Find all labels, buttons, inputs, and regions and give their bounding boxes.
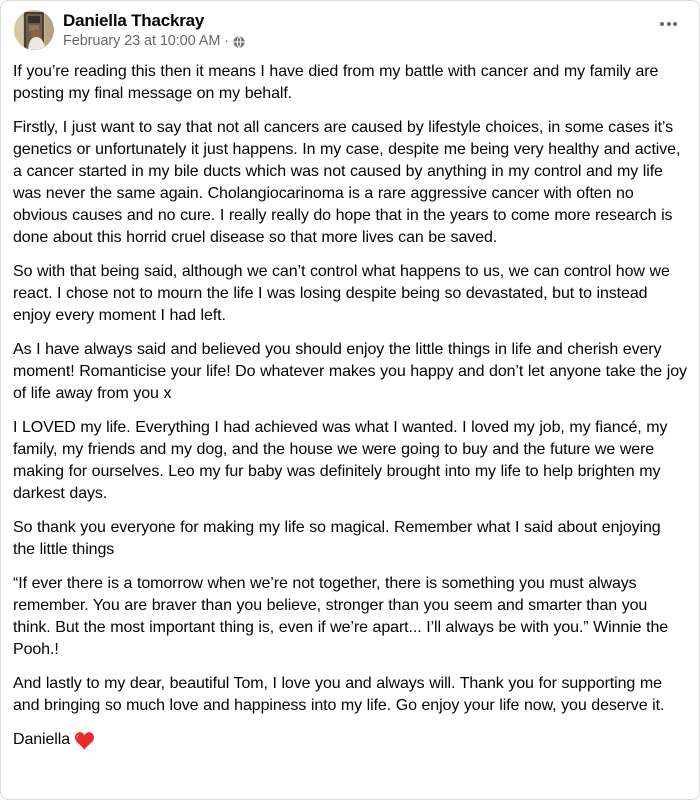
- post-signature: [13, 729, 687, 751]
- post-paragraph: As I have always said and believed you should enjoy the little things in life and cherish every moment! Romanticise your life! Do whatever makes you happy and don’t let anyone take the joy of life away from you x: [13, 341, 687, 402]
- post-paragraph: So with that being said, although we can’t control what happens to us, we can control how we react. I chose not to mourn the life I was losing despite being so devastated, but to instead enjoy every moment I had left.: [13, 263, 670, 324]
- red-heart-icon: [75, 732, 94, 750]
- ellipsis-icon: [660, 22, 664, 26]
- post-paragraph: So thank you everyone for making my life so magical. Remember what I said about enjoying the little things: [13, 519, 661, 558]
- post-paragraph: If you’re reading this then it means I have died from my battle with cancer and my family are posting my final message on my behalf.: [13, 63, 659, 102]
- ellipsis-icon: [673, 22, 677, 26]
- ellipsis-icon: [667, 22, 671, 26]
- post-paragraph: I LOVED my life. Everything I had achieved was what I wanted. I loved my job, my fiancé, my family, my friends and my dog, and the house we were going to buy and the future we were making for ourselves. Leo my fur baby was definitely brought into my life to help brighten my darkest days.: [13, 419, 668, 502]
- post-paragraph: And lastly to my dear, beautiful Tom, I love you and always will. Thank you for supporting me and bringing so much love and happiness into my life. Go enjoy your life now, you deserve it.: [13, 675, 665, 714]
- avatar[interactable]: [14, 10, 54, 50]
- timestamp[interactable]: February 23 at 10:00 AM: [63, 33, 221, 49]
- header-meta: [63, 10, 654, 51]
- globe-icon: [233, 36, 245, 48]
- signature-name: Daniella: [13, 731, 71, 748]
- post-menu-button[interactable]: [654, 10, 683, 38]
- post-header: [1, 1, 699, 57]
- post-paragraph: “If ever there is a tomorrow when we’re not together, there is something you must always remember. You are braver than you believe, stronger than you seem and smarter than you think. But the most important thing is, even if we’re apart... I’ll always be with you.” Winnie the Pooh.!: [13, 575, 669, 658]
- post-meta-line: [63, 32, 654, 51]
- avatar-photo: [14, 10, 54, 50]
- meta-separator: ·: [224, 33, 230, 49]
- post-body: [1, 57, 699, 751]
- post-paragraph: Firstly, I just want to say that not all cancers are caused by lifestyle choices, in some cases it’s genetics or unfortunately it just happens. In my case, despite me being very healthy and active, a cancer started in my bile ducts which was not caused by anything in my control and my life was never the same again. Cholangiocarinoma is a rare aggressive cancer with often no obvious causes and no cure. I really really do hope that in the years to come more research is done about this horrid cruel disease so that more lives can be saved.: [13, 119, 681, 246]
- author-name[interactable]: Daniella Thackray: [63, 11, 205, 30]
